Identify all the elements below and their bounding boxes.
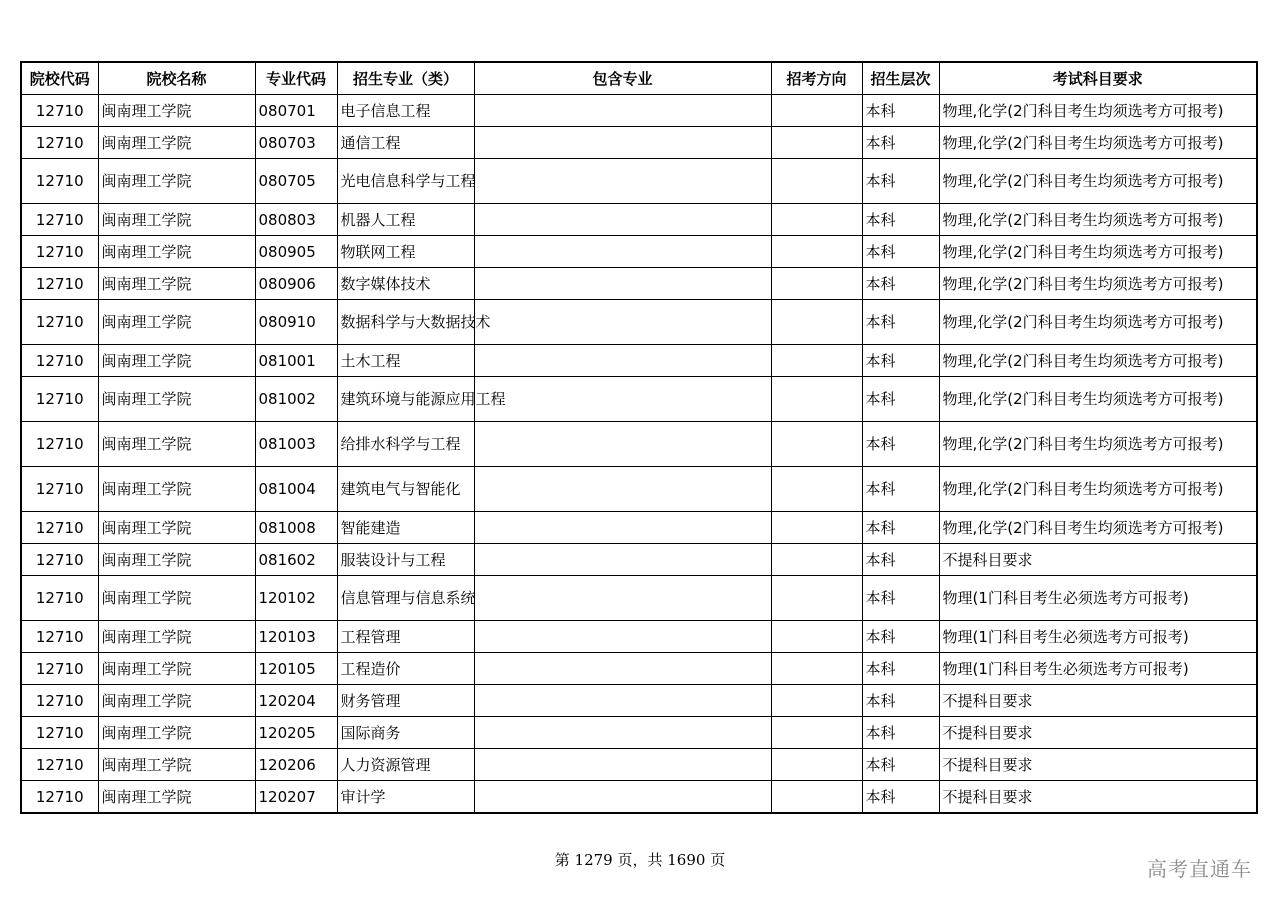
cell-direction xyxy=(771,467,862,512)
cell-level: 本科 xyxy=(862,204,939,236)
table-row xyxy=(21,653,1257,685)
cell-major-code: 080701 xyxy=(255,95,337,127)
cell-included-majors xyxy=(474,127,771,159)
cell-school-name: 闽南理工学院 xyxy=(98,377,255,422)
cell-school-name: 闽南理工学院 xyxy=(98,653,255,685)
cell-direction xyxy=(771,621,862,653)
cell-subject-requirements: 不提科目要求 xyxy=(939,749,1257,781)
cell-included-majors xyxy=(474,204,771,236)
cell-subject-requirements: 不提科目要求 xyxy=(939,717,1257,749)
cell-major-code: 120204 xyxy=(255,685,337,717)
cell-school-code: 12710 xyxy=(21,576,98,621)
cell-major-code: 081602 xyxy=(255,544,337,576)
cell-school-name: 闽南理工学院 xyxy=(98,781,255,814)
cell-major: 土木工程 xyxy=(337,345,474,377)
cell-school-name: 闽南理工学院 xyxy=(98,467,255,512)
header-level: 招生层次 xyxy=(862,62,939,95)
cell-major: 服装设计与工程 xyxy=(337,544,474,576)
cell-included-majors xyxy=(474,544,771,576)
table-row xyxy=(21,127,1257,159)
cell-major: 信息管理与信息系统 xyxy=(337,576,474,621)
table-row xyxy=(21,544,1257,576)
cell-direction xyxy=(771,717,862,749)
cell-school-code: 12710 xyxy=(21,159,98,204)
cell-direction xyxy=(771,95,862,127)
header-school-name: 院校名称 xyxy=(98,62,255,95)
header-school-code: 院校代码 xyxy=(21,62,98,95)
cell-major: 数据科学与大数据技术 xyxy=(337,300,474,345)
cell-level: 本科 xyxy=(862,621,939,653)
table-row xyxy=(21,377,1257,422)
cell-included-majors xyxy=(474,268,771,300)
table-row xyxy=(21,95,1257,127)
cell-included-majors xyxy=(474,717,771,749)
cell-included-majors xyxy=(474,159,771,204)
table-row xyxy=(21,621,1257,653)
cell-level: 本科 xyxy=(862,236,939,268)
cell-direction xyxy=(771,204,862,236)
cell-major-code: 081003 xyxy=(255,422,337,467)
cell-subject-requirements: 物理,化学(2门科目考生均须选考方可报考) xyxy=(939,345,1257,377)
cell-major: 审计学 xyxy=(337,781,474,814)
cell-level: 本科 xyxy=(862,576,939,621)
cell-school-name: 闽南理工学院 xyxy=(98,127,255,159)
cell-school-name: 闽南理工学院 xyxy=(98,576,255,621)
table-row xyxy=(21,422,1257,467)
header-direction: 招考方向 xyxy=(771,62,862,95)
cell-level: 本科 xyxy=(862,467,939,512)
cell-direction xyxy=(771,159,862,204)
cell-direction xyxy=(771,268,862,300)
cell-subject-requirements: 物理,化学(2门科目考生均须选考方可报考) xyxy=(939,377,1257,422)
header-major-code: 专业代码 xyxy=(255,62,337,95)
cell-level: 本科 xyxy=(862,653,939,685)
cell-subject-requirements: 物理,化学(2门科目考生均须选考方可报考) xyxy=(939,467,1257,512)
cell-major-code: 081001 xyxy=(255,345,337,377)
cell-school-code: 12710 xyxy=(21,544,98,576)
cell-subject-requirements: 物理,化学(2门科目考生均须选考方可报考) xyxy=(939,204,1257,236)
cell-subject-requirements: 物理(1门科目考生必须选考方可报考) xyxy=(939,653,1257,685)
cell-school-name: 闽南理工学院 xyxy=(98,422,255,467)
cell-level: 本科 xyxy=(862,717,939,749)
cell-school-name: 闽南理工学院 xyxy=(98,544,255,576)
cell-major: 国际商务 xyxy=(337,717,474,749)
table-row xyxy=(21,236,1257,268)
cell-major-code: 081004 xyxy=(255,467,337,512)
cell-direction xyxy=(771,749,862,781)
admissions-table xyxy=(20,61,1258,814)
cell-subject-requirements: 不提科目要求 xyxy=(939,544,1257,576)
cell-direction xyxy=(771,512,862,544)
cell-school-name: 闽南理工学院 xyxy=(98,717,255,749)
cell-major-code: 120103 xyxy=(255,621,337,653)
cell-major: 数字媒体技术 xyxy=(337,268,474,300)
header-row xyxy=(21,62,1257,95)
cell-subject-requirements: 物理,化学(2门科目考生均须选考方可报考) xyxy=(939,268,1257,300)
cell-level: 本科 xyxy=(862,268,939,300)
cell-level: 本科 xyxy=(862,159,939,204)
cell-major: 建筑电气与智能化 xyxy=(337,467,474,512)
cell-school-code: 12710 xyxy=(21,422,98,467)
cell-direction xyxy=(771,576,862,621)
cell-level: 本科 xyxy=(862,749,939,781)
cell-subject-requirements: 不提科目要求 xyxy=(939,781,1257,814)
cell-major-code: 120102 xyxy=(255,576,337,621)
cell-school-code: 12710 xyxy=(21,377,98,422)
cell-direction xyxy=(771,653,862,685)
cell-school-name: 闽南理工学院 xyxy=(98,268,255,300)
cell-included-majors xyxy=(474,422,771,467)
cell-major: 智能建造 xyxy=(337,512,474,544)
cell-school-code: 12710 xyxy=(21,204,98,236)
cell-included-majors xyxy=(474,685,771,717)
cell-school-code: 12710 xyxy=(21,749,98,781)
cell-major: 工程管理 xyxy=(337,621,474,653)
cell-level: 本科 xyxy=(862,345,939,377)
cell-included-majors xyxy=(474,377,771,422)
cell-included-majors xyxy=(474,95,771,127)
cell-major: 工程造价 xyxy=(337,653,474,685)
cell-major: 电子信息工程 xyxy=(337,95,474,127)
table-body xyxy=(21,95,1257,814)
table-row xyxy=(21,781,1257,814)
cell-direction xyxy=(771,377,862,422)
cell-major-code: 080705 xyxy=(255,159,337,204)
cell-included-majors xyxy=(474,236,771,268)
cell-major: 财务管理 xyxy=(337,685,474,717)
cell-major: 人力资源管理 xyxy=(337,749,474,781)
cell-school-code: 12710 xyxy=(21,512,98,544)
cell-direction xyxy=(771,544,862,576)
table-row xyxy=(21,204,1257,236)
cell-direction xyxy=(771,781,862,814)
cell-included-majors xyxy=(474,576,771,621)
table-row xyxy=(21,467,1257,512)
cell-major-code: 120105 xyxy=(255,653,337,685)
cell-school-code: 12710 xyxy=(21,95,98,127)
cell-major: 通信工程 xyxy=(337,127,474,159)
cell-direction xyxy=(771,422,862,467)
table-row xyxy=(21,685,1257,717)
cell-school-name: 闽南理工学院 xyxy=(98,159,255,204)
cell-level: 本科 xyxy=(862,512,939,544)
cell-subject-requirements: 不提科目要求 xyxy=(939,685,1257,717)
cell-major: 给排水科学与工程 xyxy=(337,422,474,467)
cell-school-code: 12710 xyxy=(21,717,98,749)
cell-major-code: 120206 xyxy=(255,749,337,781)
cell-included-majors xyxy=(474,467,771,512)
cell-school-name: 闽南理工学院 xyxy=(98,685,255,717)
cell-school-code: 12710 xyxy=(21,467,98,512)
header-major: 招生专业（类） xyxy=(337,62,474,95)
table-row xyxy=(21,576,1257,621)
cell-school-code: 12710 xyxy=(21,236,98,268)
cell-major-code: 081008 xyxy=(255,512,337,544)
cell-major-code: 081002 xyxy=(255,377,337,422)
cell-included-majors xyxy=(474,749,771,781)
cell-major-code: 120205 xyxy=(255,717,337,749)
cell-school-code: 12710 xyxy=(21,268,98,300)
cell-school-code: 12710 xyxy=(21,127,98,159)
table-row xyxy=(21,300,1257,345)
table-row xyxy=(21,268,1257,300)
cell-level: 本科 xyxy=(862,544,939,576)
cell-major-code: 080703 xyxy=(255,127,337,159)
table-row xyxy=(21,717,1257,749)
watermark: 高考直通车 xyxy=(1147,857,1252,881)
cell-school-name: 闽南理工学院 xyxy=(98,204,255,236)
cell-major-code: 080803 xyxy=(255,204,337,236)
cell-subject-requirements: 物理,化学(2门科目考生均须选考方可报考) xyxy=(939,159,1257,204)
cell-direction xyxy=(771,345,862,377)
cell-school-code: 12710 xyxy=(21,300,98,345)
cell-level: 本科 xyxy=(862,685,939,717)
cell-included-majors xyxy=(474,781,771,814)
cell-direction xyxy=(771,127,862,159)
cell-major: 物联网工程 xyxy=(337,236,474,268)
cell-major-code: 080910 xyxy=(255,300,337,345)
header-subject-requirements: 考试科目要求 xyxy=(939,62,1257,95)
cell-school-code: 12710 xyxy=(21,781,98,814)
cell-major: 机器人工程 xyxy=(337,204,474,236)
cell-included-majors xyxy=(474,512,771,544)
cell-school-name: 闽南理工学院 xyxy=(98,95,255,127)
cell-subject-requirements: 物理,化学(2门科目考生均须选考方可报考) xyxy=(939,95,1257,127)
cell-school-code: 12710 xyxy=(21,621,98,653)
cell-level: 本科 xyxy=(862,95,939,127)
cell-major-code: 080905 xyxy=(255,236,337,268)
cell-subject-requirements: 物理(1门科目考生必须选考方可报考) xyxy=(939,576,1257,621)
cell-major: 光电信息科学与工程 xyxy=(337,159,474,204)
cell-included-majors xyxy=(474,653,771,685)
header-included-majors: 包含专业 xyxy=(474,62,771,95)
cell-level: 本科 xyxy=(862,127,939,159)
cell-school-name: 闽南理工学院 xyxy=(98,512,255,544)
cell-school-code: 12710 xyxy=(21,345,98,377)
cell-subject-requirements: 物理,化学(2门科目考生均须选考方可报考) xyxy=(939,236,1257,268)
cell-school-code: 12710 xyxy=(21,685,98,717)
cell-direction xyxy=(771,300,862,345)
cell-major: 建筑环境与能源应用工程 xyxy=(337,377,474,422)
cell-major-code: 120207 xyxy=(255,781,337,814)
table-row xyxy=(21,159,1257,204)
table-row xyxy=(21,345,1257,377)
cell-school-name: 闽南理工学院 xyxy=(98,621,255,653)
table-row xyxy=(21,749,1257,781)
cell-level: 本科 xyxy=(862,781,939,814)
cell-subject-requirements: 物理,化学(2门科目考生均须选考方可报考) xyxy=(939,300,1257,345)
table-row xyxy=(21,512,1257,544)
cell-school-name: 闽南理工学院 xyxy=(98,749,255,781)
cell-school-name: 闽南理工学院 xyxy=(98,236,255,268)
cell-subject-requirements: 物理,化学(2门科目考生均须选考方可报考) xyxy=(939,422,1257,467)
page-number: 第 1279 页，共 1690 页 xyxy=(554,851,726,869)
cell-included-majors xyxy=(474,300,771,345)
cell-subject-requirements: 物理(1门科目考生必须选考方可报考) xyxy=(939,621,1257,653)
cell-major-code: 080906 xyxy=(255,268,337,300)
cell-included-majors xyxy=(474,621,771,653)
cell-school-code: 12710 xyxy=(21,653,98,685)
cell-school-name: 闽南理工学院 xyxy=(98,300,255,345)
cell-school-name: 闽南理工学院 xyxy=(98,345,255,377)
cell-subject-requirements: 物理,化学(2门科目考生均须选考方可报考) xyxy=(939,127,1257,159)
cell-subject-requirements: 物理,化学(2门科目考生均须选考方可报考) xyxy=(939,512,1257,544)
cell-direction xyxy=(771,236,862,268)
cell-included-majors xyxy=(474,345,771,377)
cell-level: 本科 xyxy=(862,377,939,422)
cell-direction xyxy=(771,685,862,717)
cell-level: 本科 xyxy=(862,422,939,467)
cell-level: 本科 xyxy=(862,300,939,345)
